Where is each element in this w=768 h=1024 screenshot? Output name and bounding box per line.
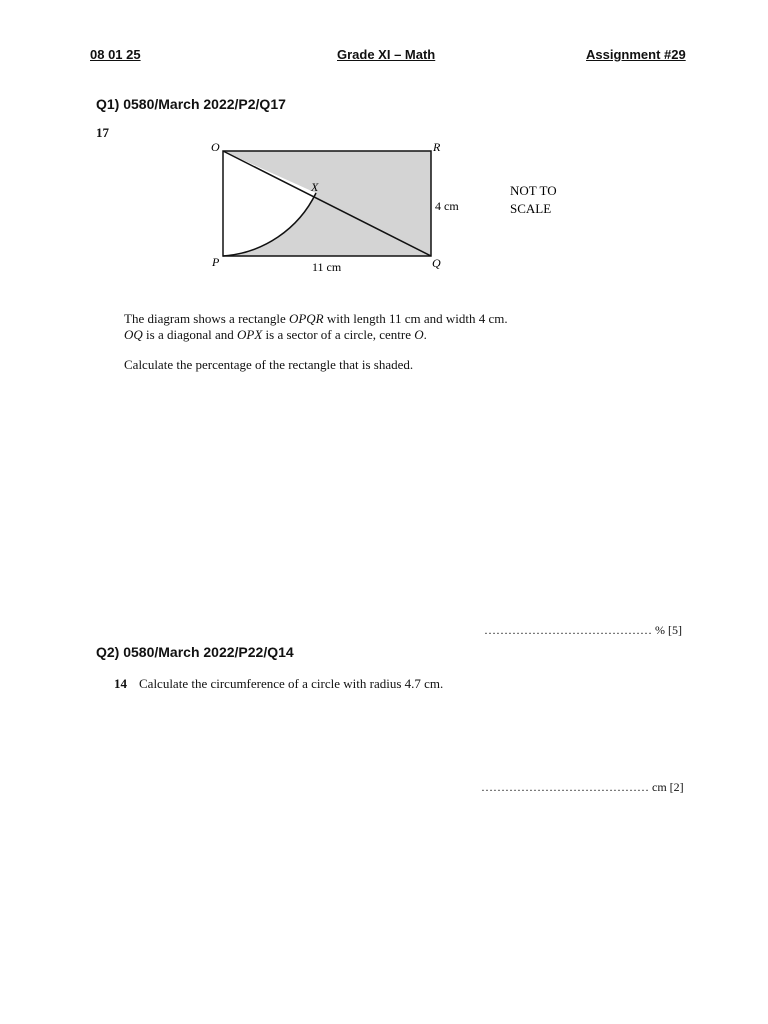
q1-text-line1-rect: OPQR xyxy=(288,311,324,326)
q1-text-line2 xyxy=(124,327,427,343)
q1-text-line2-oq: OQ xyxy=(124,327,143,342)
header-date: 08 01 25 xyxy=(90,47,141,62)
q1-text-line1-part-a: The diagram shows a rectangle xyxy=(124,311,289,326)
q1-text-line2-o: O xyxy=(414,327,424,342)
header-subject: Grade XI – Math xyxy=(337,47,436,62)
label-o: O xyxy=(211,140,220,154)
header-assignment: Assignment #29 xyxy=(586,47,686,62)
q1-text-line2-period: . xyxy=(423,327,427,342)
length-label: 11 cm xyxy=(312,260,342,274)
q1-text-line2-part-b: is a diagonal and xyxy=(142,327,238,342)
q2-title: Q2) 0580/March 2022/P22/Q14 xyxy=(96,644,294,660)
q2-number: 14 xyxy=(114,676,127,691)
q1-text-line1 xyxy=(124,311,508,327)
q1-text-line2-part-d: is a sector of a circle, centre xyxy=(262,327,415,342)
q1-number: 17 xyxy=(96,125,109,140)
label-x: X xyxy=(311,180,319,194)
not-to-scale-line1: NOT TO xyxy=(510,183,557,198)
not-to-scale-line2: SCALE xyxy=(510,201,552,216)
q2-text: Calculate the circumference of a circle with radius 4.7 cm. xyxy=(139,676,444,691)
q1-title: Q1) 0580/March 2022/P2/Q17 xyxy=(96,96,286,112)
q1-diagram xyxy=(200,135,580,285)
label-p: P xyxy=(212,255,220,269)
q1-text-line2-opx: OPX xyxy=(237,327,263,342)
label-q: Q xyxy=(432,256,441,270)
label-r: R xyxy=(433,140,441,154)
q1-answer-line: …………………………………… % [5] xyxy=(484,623,682,637)
width-label: 4 cm xyxy=(435,199,459,213)
q1-text-line1-part-c: with length 11 cm and width 4 cm. xyxy=(323,311,508,326)
q2-answer-line: …………………………………… cm [2] xyxy=(481,780,684,794)
q1-instruction: Calculate the percentage of the rectangle that is shaded. xyxy=(124,357,414,372)
